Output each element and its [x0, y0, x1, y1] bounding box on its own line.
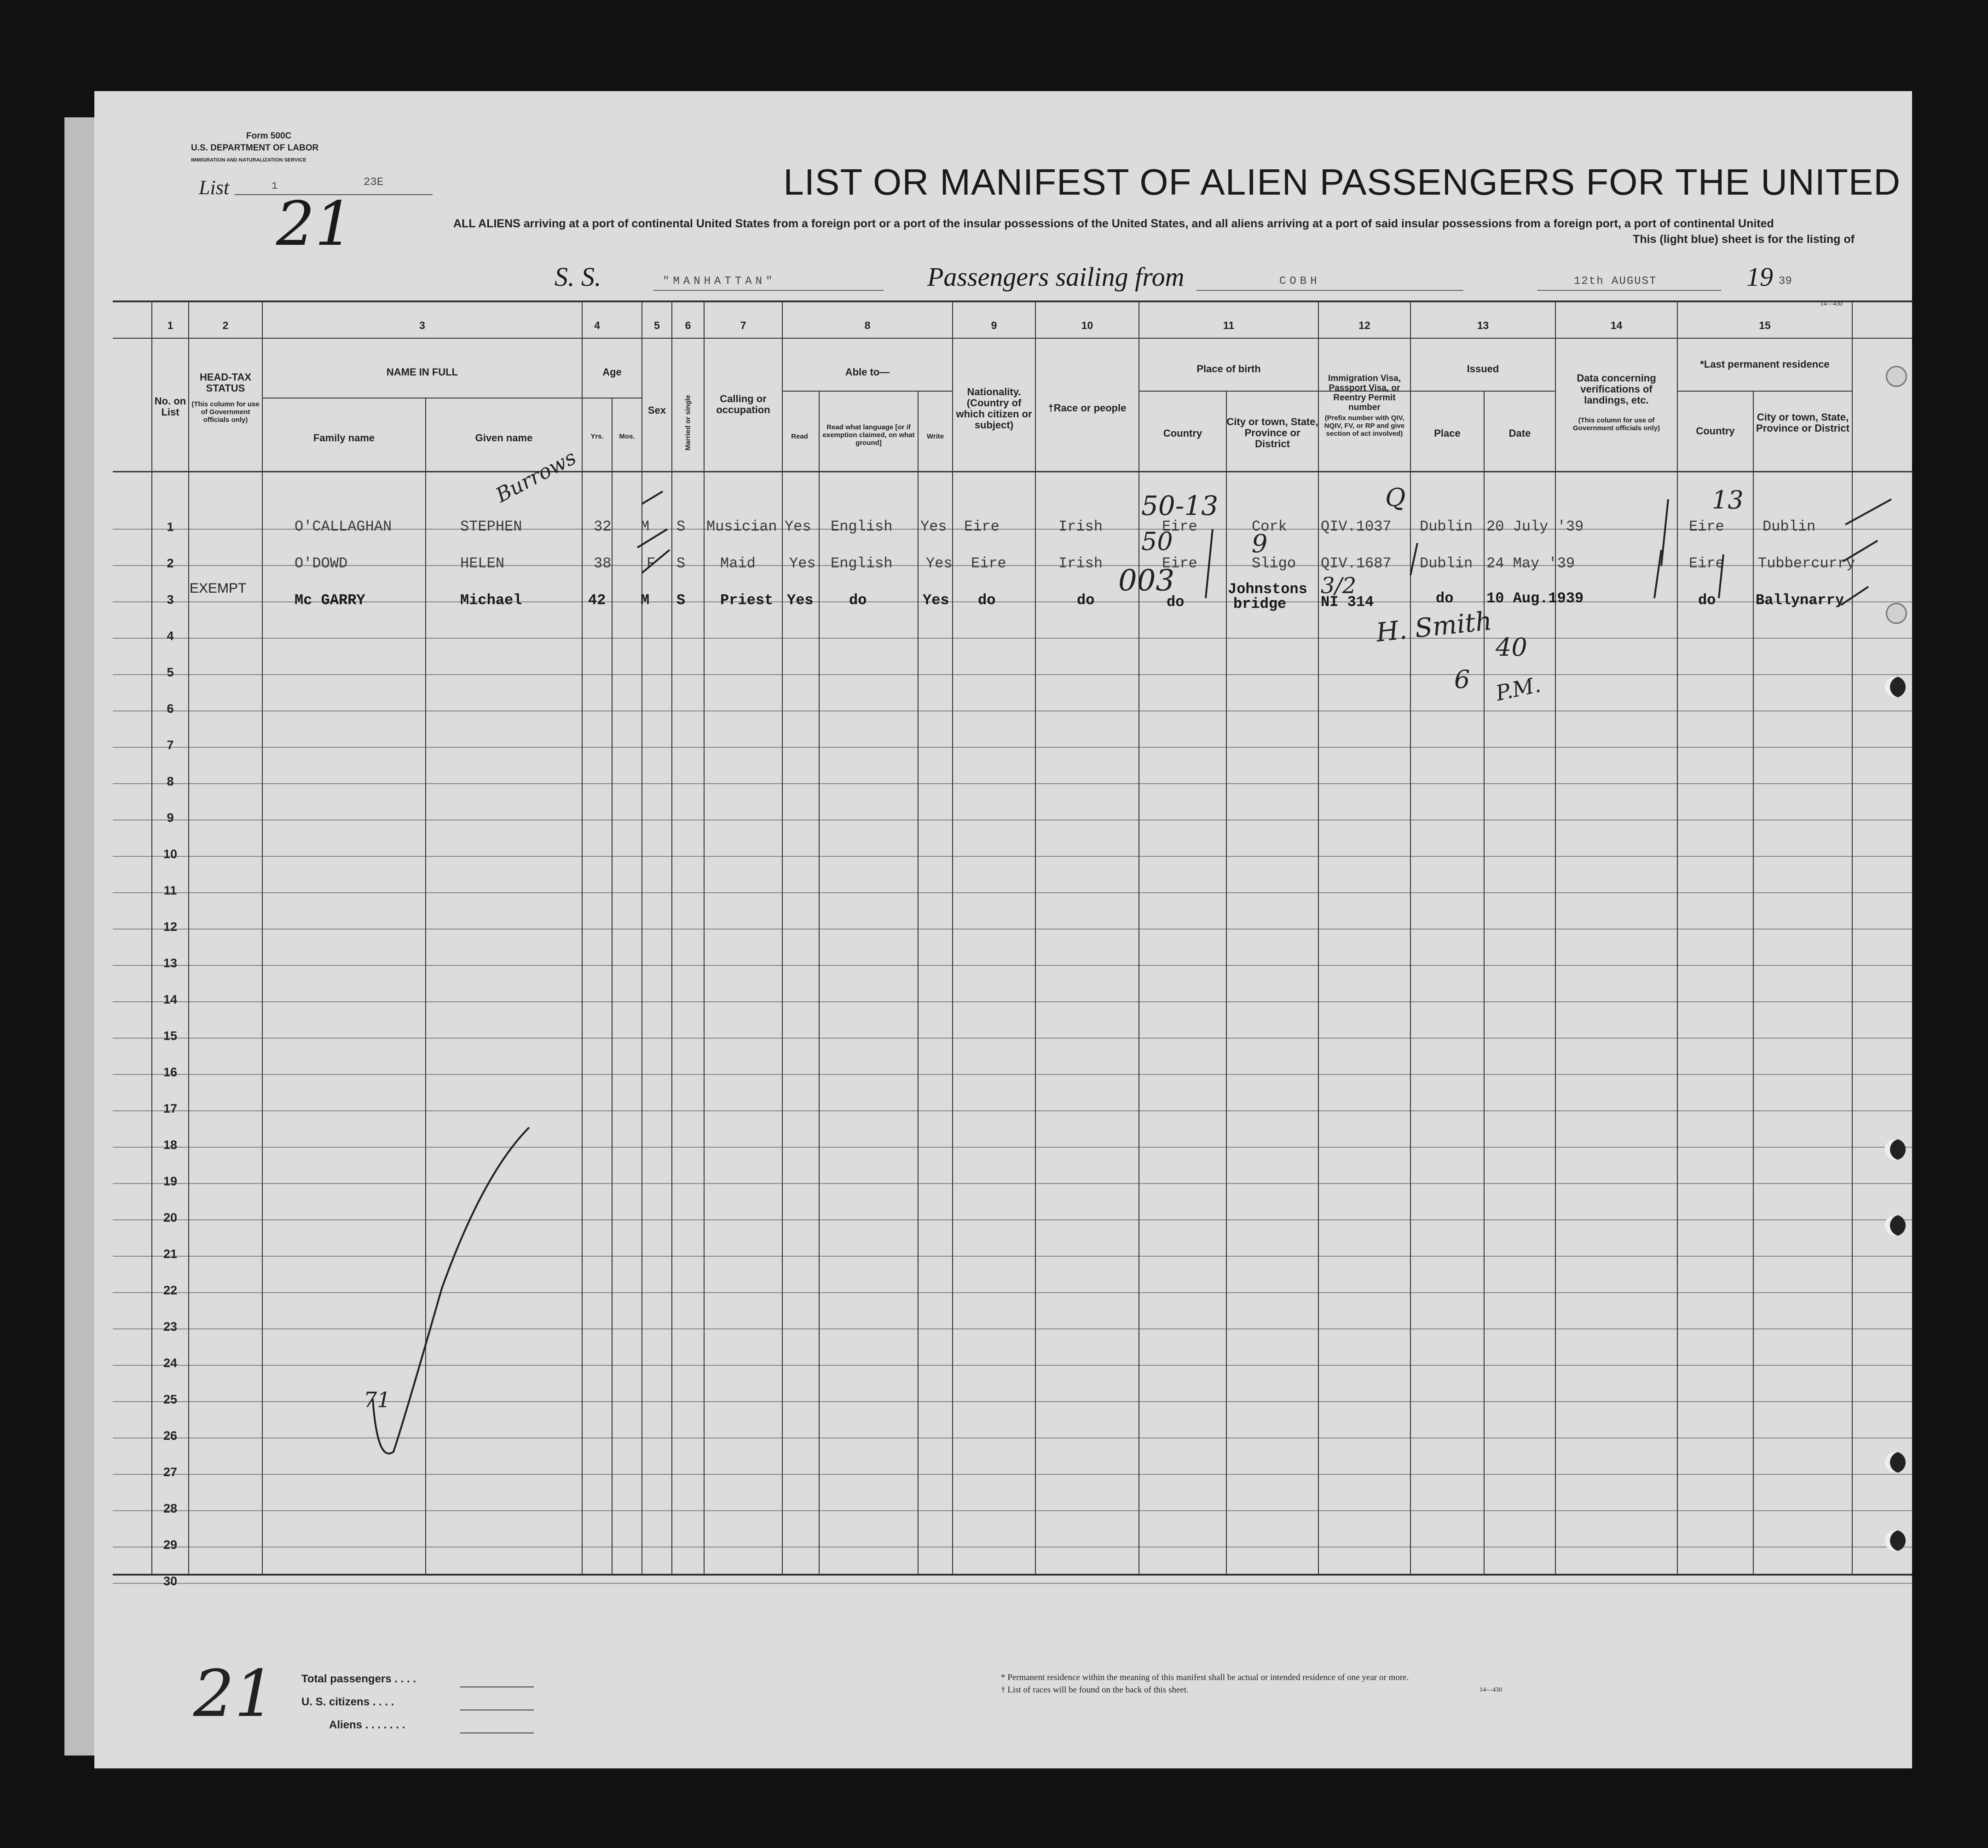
header-read: Read	[791, 433, 808, 440]
tick-mark-birth	[1206, 529, 1213, 598]
row-number: 3	[167, 593, 174, 606]
tick-mark-row2	[637, 529, 667, 548]
hw-50: 50	[1141, 527, 1173, 556]
header-birth-city: City or town, State, Province or District	[1226, 416, 1318, 450]
tick-mark-row3	[642, 550, 670, 573]
tick-mark-res-city-1	[1845, 499, 1891, 525]
header-family-name: Family name	[313, 432, 375, 444]
hw-bottom-21: 21	[193, 1657, 276, 1732]
tick-mark-res-city-2	[1843, 541, 1878, 561]
p2-res-country: Eire	[1689, 555, 1724, 572]
header-res-country: Country	[1696, 425, 1735, 437]
p3-write: Yes	[923, 592, 949, 609]
p2-language: English	[831, 555, 893, 572]
sailing-date: 12th AUGUST	[1574, 275, 1657, 288]
tick-mark-res-city-3	[1841, 587, 1868, 605]
p3-birth-city-1: Johnstons	[1228, 581, 1307, 598]
header-married: Married or single	[684, 395, 692, 450]
p3-issued-place: do	[1436, 590, 1454, 607]
p1-issued-place: Dublin	[1420, 518, 1473, 535]
col-num-7: 7	[740, 319, 746, 331]
p3-read: Yes	[787, 592, 814, 609]
footer-aliens-line	[460, 1732, 534, 1733]
hw-burrows: Burrows	[492, 445, 580, 508]
p1-nationality: Eire	[964, 518, 1000, 535]
row-number: 16	[163, 1065, 178, 1079]
header-data-verification: Data concerning verifications of landings, etc.	[1577, 372, 1656, 406]
p2-nationality: Eire	[971, 555, 1006, 572]
row-number: 30	[163, 1574, 178, 1588]
p2-occupation: Maid	[720, 555, 756, 572]
col-num-5: 5	[654, 319, 660, 331]
footer-total-passengers: Total passengers . . . .	[301, 1673, 416, 1685]
p3-language: do	[849, 592, 867, 609]
p2-write: Yes	[926, 555, 953, 572]
col-num-4: 4	[594, 319, 600, 331]
hw-q: Q	[1385, 483, 1406, 512]
row-number: 28	[163, 1502, 178, 1515]
row-number: 23	[163, 1320, 178, 1334]
p1-read: Yes	[785, 518, 811, 535]
p2-race: Irish	[1058, 555, 1103, 572]
p1-given: STEPHEN	[460, 518, 522, 535]
header-issued: Issued	[1467, 363, 1499, 375]
binder-ring	[1886, 366, 1907, 387]
hw-pm: P.M.	[1493, 672, 1543, 706]
sailing-from-label: Passengers sailing from	[927, 262, 1185, 292]
col-num-6: 6	[685, 319, 691, 331]
subtitle-line-2: This (light blue) sheet is for the listing of	[1633, 233, 1855, 246]
row-number: 15	[163, 1029, 178, 1043]
p3-race: do	[1077, 592, 1095, 609]
tick-mark-res-country	[1719, 554, 1723, 598]
header-place-of-birth: Place of birth	[1196, 363, 1261, 375]
header-age: Age	[602, 366, 622, 378]
row-number: 13	[163, 956, 178, 970]
row-number: 22	[163, 1283, 178, 1297]
row-number: 25	[163, 1392, 178, 1406]
p1-family: O'CALLAGHAN	[295, 518, 392, 535]
col-num-9: 9	[991, 319, 997, 331]
header-yrs: Yrs.	[590, 433, 604, 440]
col-num-1: 1	[167, 319, 173, 331]
p1-yrs: 32	[594, 518, 612, 535]
p3-issued-date: 10 Aug.1939	[1486, 590, 1584, 607]
hw-50-13: 50-13	[1141, 490, 1219, 521]
p1-race: Irish	[1058, 518, 1103, 535]
p2-sex: F	[647, 555, 656, 572]
p2-given: HELEN	[460, 555, 505, 572]
footer-citizens-line	[460, 1709, 534, 1710]
header-race: †Race or people	[1048, 402, 1127, 414]
tick-mark-verif-2	[1654, 550, 1661, 598]
footnote-permanent-residence: * Permanent residence within the meaning of this manifest shall be actual or intended residence of one year or more.	[1001, 1673, 1409, 1682]
list-value: 1	[272, 180, 278, 192]
row-number: 21	[163, 1247, 178, 1261]
row-number: 20	[163, 1211, 178, 1224]
col-num-13: 13	[1477, 319, 1489, 331]
header-sex: Sex	[647, 404, 666, 416]
p3-married: S	[676, 592, 686, 609]
header-visa: Immigration Visa, Passport Visa, or Reentry Permit number	[1328, 374, 1401, 412]
binder-hole	[1884, 1530, 1906, 1551]
row-number: 27	[163, 1465, 178, 1479]
footer-aliens: Aliens . . . . . . .	[329, 1719, 405, 1731]
row-number: 12	[163, 920, 178, 934]
binder-hole	[1884, 1452, 1906, 1473]
binder-ring	[1886, 603, 1907, 624]
p2-visa: QIV.1687	[1321, 555, 1392, 572]
p1-occupation: Musician	[706, 518, 777, 535]
col-num-8: 8	[864, 319, 871, 331]
p2-res-city: Tubbercurry	[1758, 555, 1855, 572]
p3-nationality: do	[978, 592, 996, 609]
ship-name: "MANHATTAN"	[663, 275, 776, 288]
row-number: 19	[163, 1174, 178, 1188]
p3-head-tax: EXEMPT	[190, 581, 247, 596]
footer-us-citizens: U. S. citizens . . . .	[301, 1696, 394, 1708]
header-last-residence: *Last permanent residence	[1700, 358, 1830, 370]
row-number: 2	[167, 556, 174, 570]
col-num-2: 2	[222, 319, 229, 331]
p1-birth-city: Cork	[1252, 518, 1287, 535]
p2-yrs: 38	[594, 555, 612, 572]
col-num-3: 3	[419, 319, 425, 331]
header-mos: Mos.	[619, 433, 635, 440]
row-number: 9	[167, 811, 174, 825]
hw-71: 71	[364, 1387, 391, 1412]
subtitle-line-1: ALL ALIENS arriving at a port of continental United States from a foreign port or a port of the insular possessions of the United States, and all aliens arriving at a port of said insular possessions from a foreign port, a port of continental United	[453, 217, 1774, 230]
header-read-language: Read what language [or if exemption claimed, on what ground]	[822, 423, 915, 447]
row-number: 8	[167, 774, 174, 788]
year-prefix: 19	[1746, 262, 1773, 292]
header-calling: Calling or occupation	[716, 393, 770, 416]
header-name-in-full: NAME IN FULL	[386, 366, 458, 378]
row-number: 14	[163, 993, 178, 1006]
hw-40: 40	[1496, 633, 1527, 662]
p2-issued-date: 24 May '39	[1486, 555, 1575, 572]
hw-9: 9	[1252, 529, 1268, 558]
p1-sex: M	[641, 518, 650, 535]
tick-mark-row1	[642, 491, 663, 504]
p2-read: Yes	[789, 555, 816, 572]
row-number: 29	[163, 1538, 178, 1552]
hw-003: 003	[1118, 564, 1175, 598]
p3-res-city: Ballynarry	[1756, 592, 1844, 609]
service-name: IMMIGRATION AND NATURALIZATION SERVICE	[191, 157, 306, 163]
row-number: 6	[167, 702, 174, 716]
binder-hole	[1884, 676, 1906, 698]
row-number: 26	[163, 1429, 178, 1443]
col-num-10: 10	[1081, 319, 1093, 331]
p3-given: Michael	[460, 592, 522, 609]
tick-mark-visa	[1410, 543, 1417, 575]
year-suffix: 39	[1779, 275, 1792, 288]
col-num-11: 11	[1223, 319, 1235, 331]
department-name: U.S. DEPARTMENT OF LABOR	[191, 143, 319, 153]
list-number: 23E	[364, 176, 384, 189]
p2-family: O'DOWD	[295, 555, 348, 572]
p1-married: S	[676, 518, 686, 535]
hw-smith-signature: H. Smith	[1375, 606, 1494, 648]
header-able-to: Able to—	[845, 366, 890, 378]
header-head-tax-note: (This column for use of Government officials only)	[191, 400, 260, 424]
header-nationality: Nationality. (Country of which citizen or subject)	[956, 386, 1032, 431]
row-number: 11	[163, 884, 177, 897]
p3-sex: M	[641, 592, 650, 609]
p2-birth-country: Eire	[1162, 555, 1197, 572]
row-number: 7	[167, 738, 174, 752]
row-number: 5	[167, 665, 174, 679]
hw-13: 13	[1712, 485, 1744, 514]
p3-birth-city-2: bridge	[1233, 595, 1287, 612]
col-num-12: 12	[1358, 319, 1370, 331]
row-number: 4	[167, 629, 174, 643]
manifest-title: LIST OR MANIFEST OF ALIEN PASSENGERS FOR THE UNITED	[783, 162, 1901, 202]
header-res-city: City or town, State, Province or District	[1756, 411, 1849, 434]
header-birth-country: Country	[1163, 427, 1202, 439]
p1-res-city: Dublin	[1763, 518, 1816, 535]
header-issued-date: Date	[1508, 427, 1531, 439]
row-number: 18	[163, 1138, 178, 1152]
ss-label: S. S.	[555, 262, 601, 292]
col-num-14: 14	[1610, 319, 1623, 331]
p1-birth-country: Eire	[1162, 518, 1197, 535]
header-visa-note: (Prefix number with QIV, NQIV, FV, or RP and give section of act involved)	[1324, 414, 1405, 438]
row-number: 24	[163, 1356, 178, 1370]
large-check-mark	[373, 1127, 529, 1454]
p2-issued-place: Dublin	[1420, 555, 1473, 572]
form-code-top: 14—430	[1820, 300, 1843, 307]
p3-birth-country: do	[1167, 594, 1185, 611]
footer-total-line	[460, 1686, 534, 1687]
p1-language: English	[831, 518, 893, 535]
footnote-races: † List of races will be found on the back of this sheet.	[1001, 1685, 1189, 1695]
p2-married: S	[676, 555, 686, 572]
header-data-verification-note: (This column for use of Government officials only)	[1572, 416, 1660, 432]
header-no-on-list: No. on List	[154, 395, 186, 418]
binder-hole	[1884, 1139, 1906, 1160]
tick-mark-verif-1	[1661, 499, 1668, 566]
header-write: Write	[926, 433, 944, 440]
header-given-name: Given name	[475, 432, 533, 444]
form-number: Form 500C	[246, 131, 292, 141]
p1-issued-date: 20 July '39	[1486, 518, 1584, 535]
footer-form-code: 14—430	[1479, 1686, 1502, 1693]
p3-yrs: 42	[588, 592, 606, 609]
hw-3-2: 3/2	[1321, 573, 1357, 599]
p3-occupation: Priest	[720, 592, 774, 609]
p2-birth-city: Sligo	[1252, 555, 1296, 572]
col-num-15: 15	[1759, 319, 1771, 331]
header-head-tax: HEAD-TAX STATUS	[199, 371, 252, 394]
handwritten-list-number: 21	[276, 189, 353, 260]
p1-res-country: Eire	[1689, 518, 1724, 535]
p3-family: Mc GARRY	[295, 592, 365, 609]
p1-write: Yes	[920, 518, 947, 535]
p3-res-country: do	[1698, 592, 1716, 609]
port-name: COBH	[1279, 275, 1321, 288]
row-number: 10	[163, 847, 178, 861]
p1-visa: QIV.1037	[1321, 518, 1392, 535]
list-label: List	[199, 176, 230, 199]
p3-visa: NI 314	[1321, 594, 1374, 611]
row-number: 1	[167, 520, 174, 534]
header-issued-place: Place	[1434, 427, 1461, 439]
hw-6: 6	[1454, 665, 1470, 694]
binder-hole	[1884, 1215, 1906, 1236]
row-number: 17	[163, 1102, 178, 1115]
